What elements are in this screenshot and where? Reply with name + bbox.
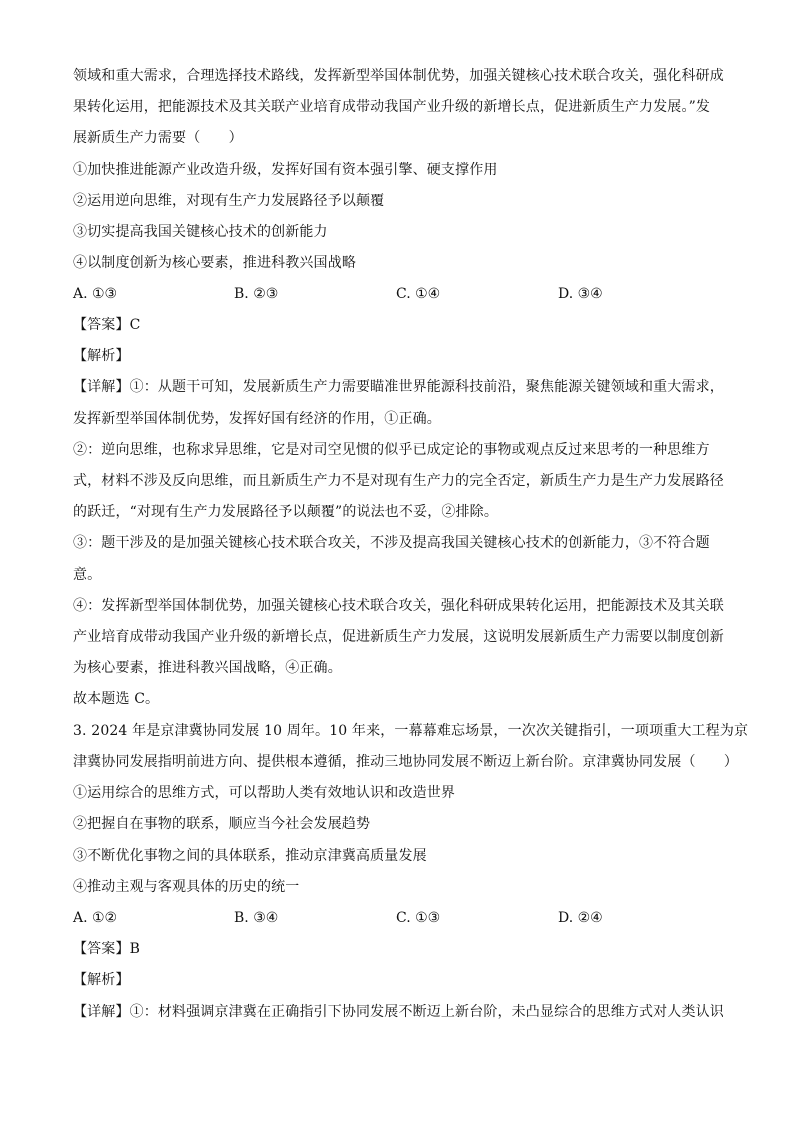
q2-option-b: B. ②③ — [234, 286, 279, 302]
q2-answer-tag: 【答案】 — [73, 317, 130, 333]
q2-detail-line-10: 为核心要素，推进科教兴国战略，④正确。 — [73, 660, 342, 676]
q3-options — [73, 908, 723, 928]
q3-option-d: D. ②④ — [558, 910, 603, 926]
q3-option-b: B. ③④ — [234, 910, 279, 926]
q2-detail-text-1: ①：从题干可知，发展新质生产力需要瞄准世界能源科技前沿，聚焦能源关键领域和重大需求， — [129, 379, 724, 395]
q2-statement-1: ①加快推进能源产业改造升级，发挥好国有资本强引擎、硬支撑作用 — [73, 162, 498, 178]
q2-statement-3: ③切实提高我国关键核心技术的创新能力 — [73, 224, 328, 240]
q3-detail-text-1: ①：材料强调京津冀在正确指引下协同发展不断迈上新台阶，未凸显综合的思维方式对人类认识 — [129, 1004, 724, 1020]
q3-statement-3: ③不断优化事物之间的具体联系，推动京津冀高质量发展 — [73, 848, 427, 864]
q2-detail-line-8: ④：发挥新型举国体制优势，加强关键核心技术联合攻关，强化科研成果转化运用，把能源技术及其关联 — [73, 598, 724, 614]
q2-option-d: D. ③④ — [558, 286, 603, 302]
q3-option-c: C. ①③ — [396, 910, 441, 926]
q2-conclusion: 故本题选 C。 — [73, 691, 160, 707]
q2-analysis-tag: 【解析】 — [73, 348, 130, 364]
q2-stem-line-1: 领域和重大需求，合理选择技术路线，发挥新型举国体制优势，加强关键核心技术联合攻关，强化科研成 — [73, 68, 724, 84]
q2-detail-tag: 【详解】 — [73, 379, 130, 395]
q2-answer — [73, 315, 140, 335]
q2-stem-line-3: 展新质生产力需要（ ） — [73, 130, 243, 146]
q3-option-a: A. ①② — [73, 910, 118, 926]
q2-detail-line-4: 式，材料不涉及反向思维，而且新质生产力不是对现有生产力的完全否定，新质生产力是生产力发展路径 — [73, 473, 724, 489]
q2-detail-line-3: ②：逆向思维，也称求异思维，它是对司空见惯的似乎已成定论的事物或观点反过来思考的一种思维方 — [73, 442, 710, 458]
q3-answer-tag: 【答案】 — [73, 941, 130, 957]
q3-answer-value: B — [129, 941, 141, 957]
q3-analysis-tag: 【解析】 — [73, 972, 130, 988]
q3-stem-line-1: 3. 2024 年是京津冀协同发展 10 周年。10 年来，一幕幕难忘场景，一次次关键指引，一项项重大工程为京 — [73, 723, 749, 739]
q2-statement-4: ④以制度创新为核心要素，推进科教兴国战略 — [73, 255, 356, 271]
q2-stem-line-2: 果转化运用，把能源技术及其关联产业培育成带动我国产业升级的新增长点，促进新质生产力发展。”发 — [73, 99, 711, 115]
q2-answer-value: C — [129, 317, 141, 333]
q2-option-c: C. ①④ — [396, 286, 441, 302]
q2-detail-line-7: 意。 — [73, 567, 102, 583]
q3-statement-1: ①运用综合的思维方式，可以帮助人类有效地认识和改造世界 — [73, 785, 456, 801]
q3-statement-4: ④推动主观与客观具体的历史的统一 — [73, 879, 300, 895]
q2-detail-line-9: 产业培育成带动我国产业升级的新增长点，促进新质生产力发展，这说明发展新质生产力需要以制度创新 — [73, 629, 724, 645]
q3-detail-tag: 【详解】 — [73, 1004, 130, 1020]
q2-detail-line-1 — [73, 377, 724, 397]
q2-statement-2: ②运用逆向思维，对现有生产力发展路径予以颠覆 — [73, 193, 385, 209]
q3-detail-line-1 — [73, 1002, 724, 1022]
q3-statement-2: ②把握自在事物的联系，顺应当今社会发展趋势 — [73, 816, 371, 832]
q2-detail-line-6: ③：题干涉及的是加强关键核心技术联合攻关，不涉及提高我国关键核心技术的创新能力，③不符合题 — [73, 535, 710, 551]
q2-option-a: A. ①③ — [73, 286, 118, 302]
q3-answer — [73, 939, 140, 959]
q2-options — [73, 284, 723, 304]
q2-detail-line-2: 发挥新型举国体制优势，发挥好国有经济的作用，①正确。 — [73, 411, 441, 427]
q2-detail-line-5: 的跃迁，“对现有生产力发展路径予以颠覆”的说法也不妥，②排除。 — [73, 504, 498, 520]
q3-stem-line-2: 津冀协同发展指明前进方向、提供根本遵循，推动三地协同发展不断迈上新台阶。京津冀协同发展（ ） — [73, 754, 739, 770]
